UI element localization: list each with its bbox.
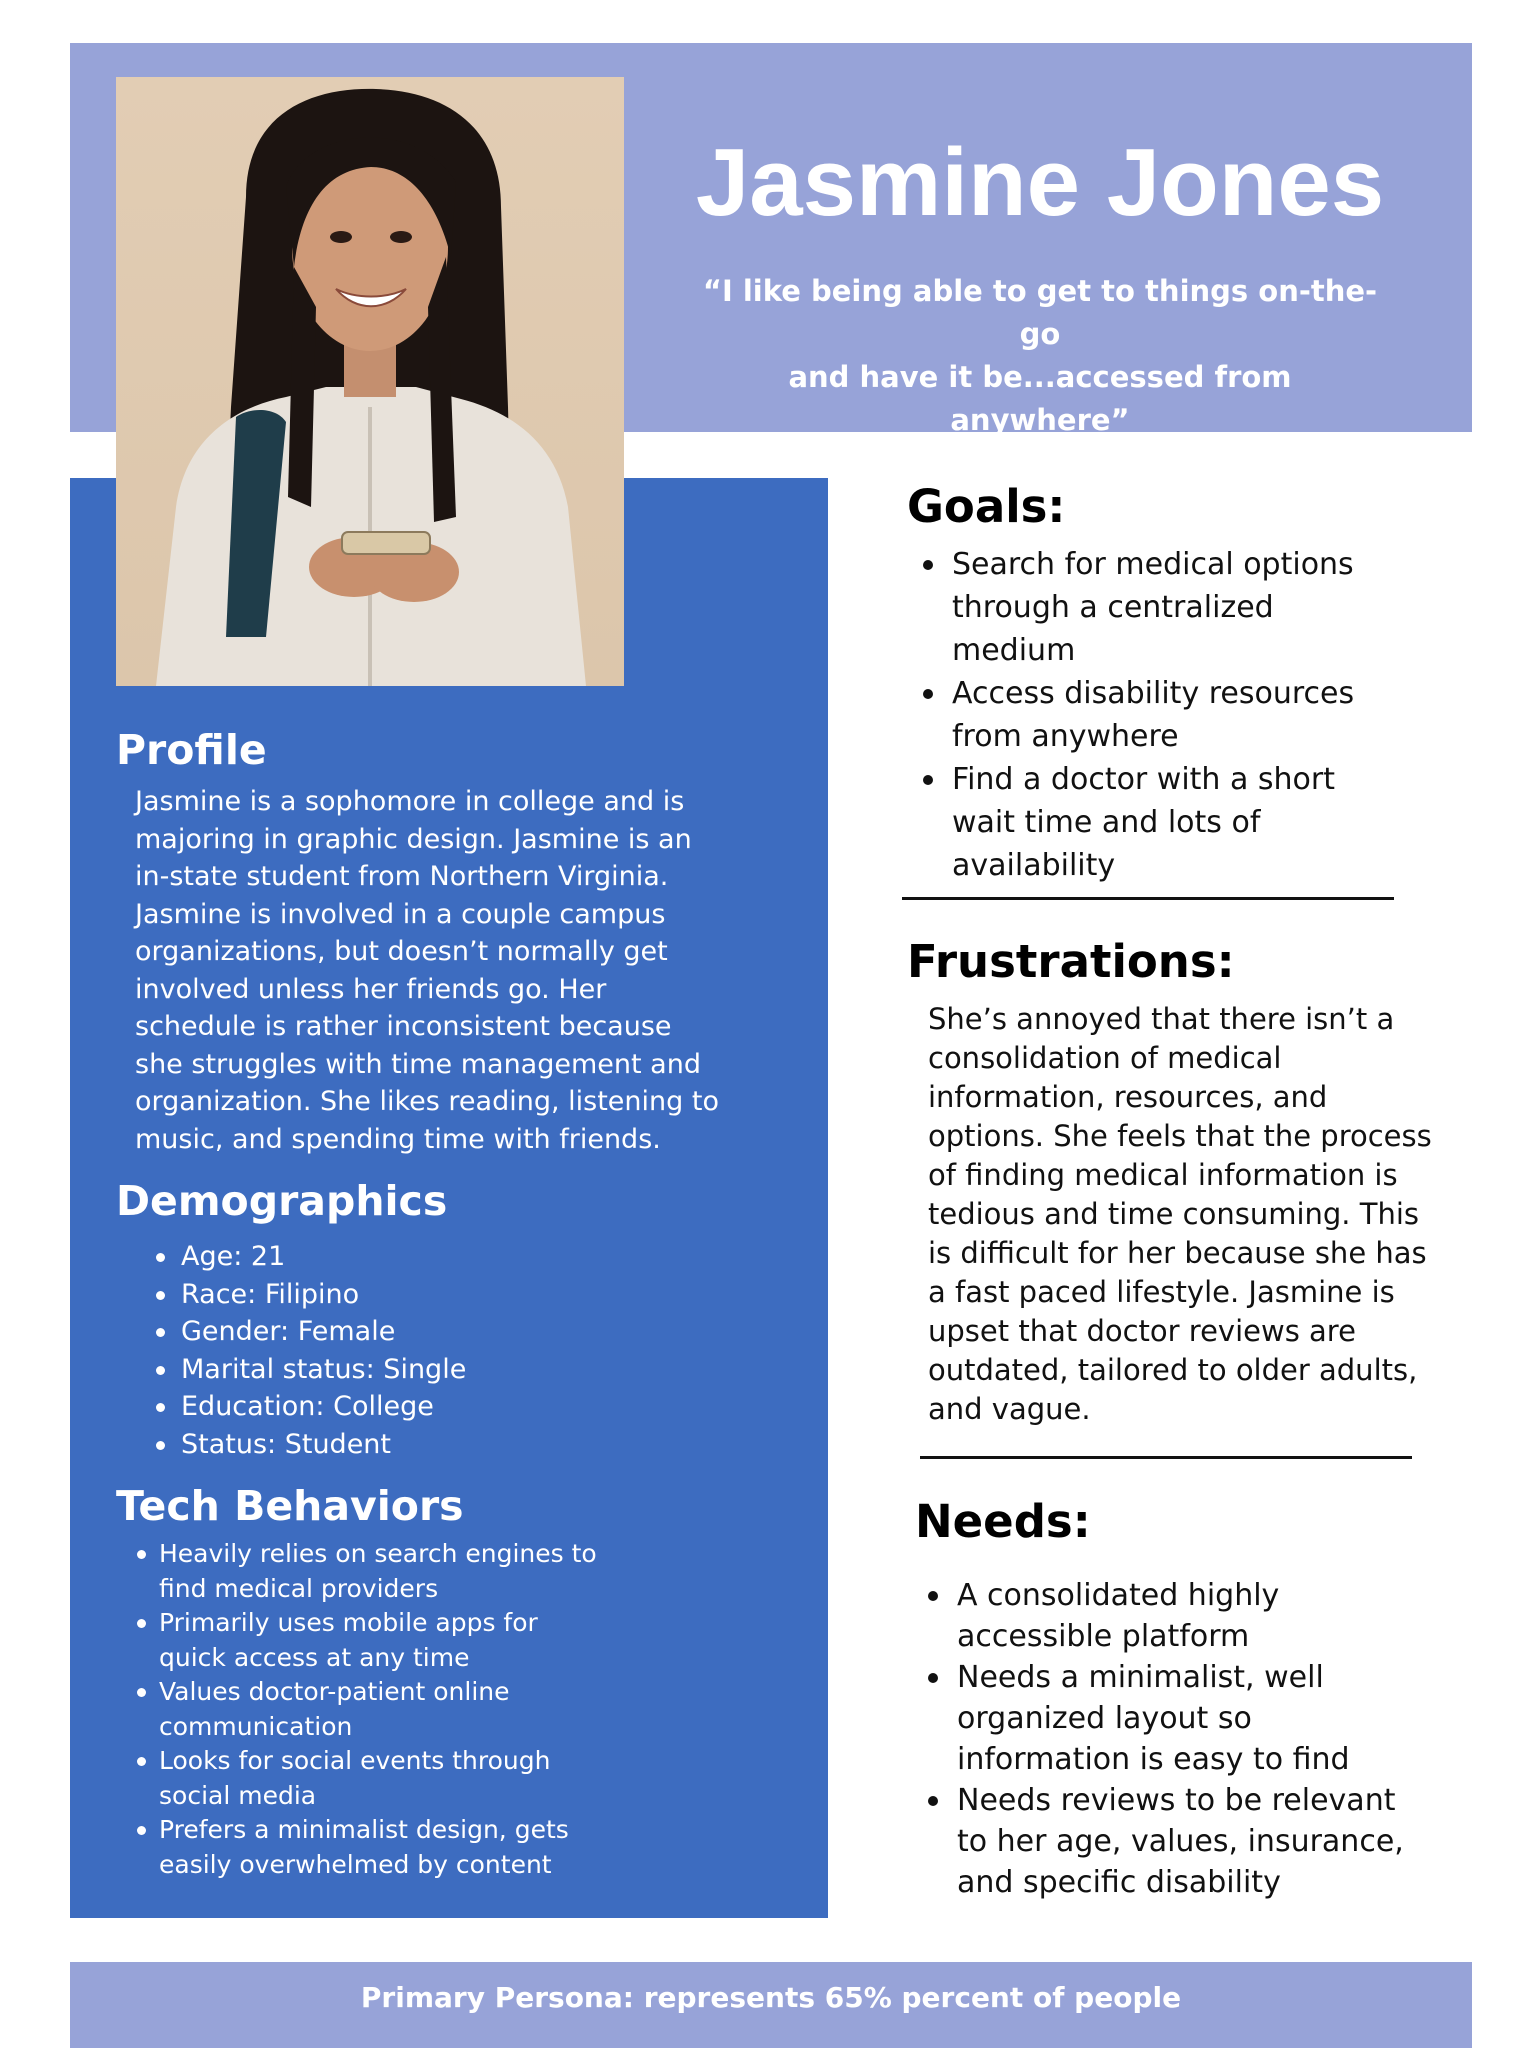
frustration-line: and vague. bbox=[928, 1392, 1091, 1426]
profile-line: Jasmine is a sophomore in college and is bbox=[135, 786, 685, 817]
tech-item: Primarily uses mobile apps for quick access at any time bbox=[159, 1606, 597, 1675]
frustrations-heading: Frustrations: bbox=[907, 935, 1235, 988]
profile-line: music, and spending time with friends. bbox=[135, 1123, 661, 1155]
profile-line: schedule is rather inconsistent because bbox=[135, 1011, 672, 1042]
frustration-line: tedious and time consuming. This bbox=[928, 1197, 1419, 1231]
goal-item: Access disability resources from anywhere bbox=[952, 672, 1354, 758]
demographics-list bbox=[181, 1238, 466, 1463]
profile-line: involved unless her friends go. Her bbox=[135, 973, 607, 1005]
footer-text: Primary Persona: represents 65% percent of people bbox=[360, 1981, 1182, 2014]
goals-divider bbox=[902, 897, 1394, 900]
frustrations-divider bbox=[920, 1456, 1412, 1459]
quote-line: “I like being able to get to things on-the-go bbox=[702, 274, 1378, 351]
persona-photo bbox=[116, 77, 624, 686]
demographic-item: Status: Student bbox=[181, 1426, 466, 1464]
frustration-line: She’s annoyed that there isn’t a bbox=[928, 1002, 1395, 1036]
need-item: A consolidated highly accessible platform bbox=[957, 1575, 1404, 1657]
needs-heading: Needs: bbox=[915, 1495, 1091, 1548]
profile-line: majoring in graphic design. Jasmine is an bbox=[135, 823, 692, 855]
needs-list bbox=[957, 1575, 1404, 1903]
tech-item: Values doctor-patient online communication bbox=[159, 1675, 597, 1744]
goals-list bbox=[952, 543, 1354, 887]
quote-line: and have it be...accessed from anywhere” bbox=[788, 360, 1292, 437]
demographic-item: Marital status: Single bbox=[181, 1351, 466, 1389]
demographic-item: Race: Filipino bbox=[181, 1276, 466, 1314]
tech-item: Heavily relies on search engines to find medical providers bbox=[159, 1537, 597, 1606]
tech-item: Looks for social events through social media bbox=[159, 1744, 597, 1813]
tech-heading: Tech Behaviors bbox=[116, 1482, 464, 1530]
frustration-line: options. She feels that the process bbox=[928, 1119, 1432, 1153]
frustration-line: is difficult for her because she has bbox=[928, 1236, 1427, 1270]
frustration-line: upset that doctor reviews are bbox=[928, 1314, 1356, 1348]
frustration-line: consolidation of medical bbox=[928, 1041, 1282, 1075]
profile-heading: Profile bbox=[116, 726, 267, 774]
goals-heading: Goals: bbox=[907, 480, 1066, 533]
need-item: Needs a minimalist, well organized layout so information is easy to find bbox=[957, 1657, 1404, 1780]
profile-line: she struggles with time management and bbox=[135, 1048, 701, 1080]
need-item: Needs reviews to be relevant to her age, values, insurance, and specific disability bbox=[957, 1780, 1404, 1903]
profile-line: Jasmine is involved in a couple campus bbox=[135, 898, 666, 930]
frustration-line: of finding medical information is bbox=[928, 1158, 1398, 1192]
profile-line: organizations, but doesn’t normally get bbox=[135, 936, 668, 967]
profile-line: in-state student from Northern Virginia. bbox=[135, 861, 669, 892]
frustration-line: a fast paced lifestyle. Jasmine is bbox=[928, 1275, 1395, 1309]
demographics-heading: Demographics bbox=[116, 1177, 448, 1225]
persona-name: Jasmine Jones bbox=[695, 129, 1385, 236]
goal-item: Search for medical options through a centralized medium bbox=[952, 543, 1354, 672]
demographic-item: Gender: Female bbox=[181, 1313, 466, 1351]
frustration-line: information, resources, and bbox=[928, 1080, 1328, 1114]
goal-item: Find a doctor with a short wait time and lots of availability bbox=[952, 758, 1354, 887]
frustrations-text bbox=[928, 1000, 1468, 1429]
profile-text bbox=[135, 783, 725, 1158]
demographic-item: Education: College bbox=[181, 1388, 466, 1426]
frustration-line: outdated, tailored to older adults, bbox=[928, 1353, 1418, 1387]
persona-quote bbox=[700, 270, 1380, 442]
tech-list bbox=[159, 1537, 597, 1882]
persona-illustration bbox=[116, 77, 624, 686]
tech-item: Prefers a minimalist design, gets easily overwhelmed by content bbox=[159, 1813, 597, 1882]
profile-line: organization. She likes reading, listening to bbox=[135, 1086, 719, 1117]
demographic-item: Age: 21 bbox=[181, 1238, 466, 1276]
